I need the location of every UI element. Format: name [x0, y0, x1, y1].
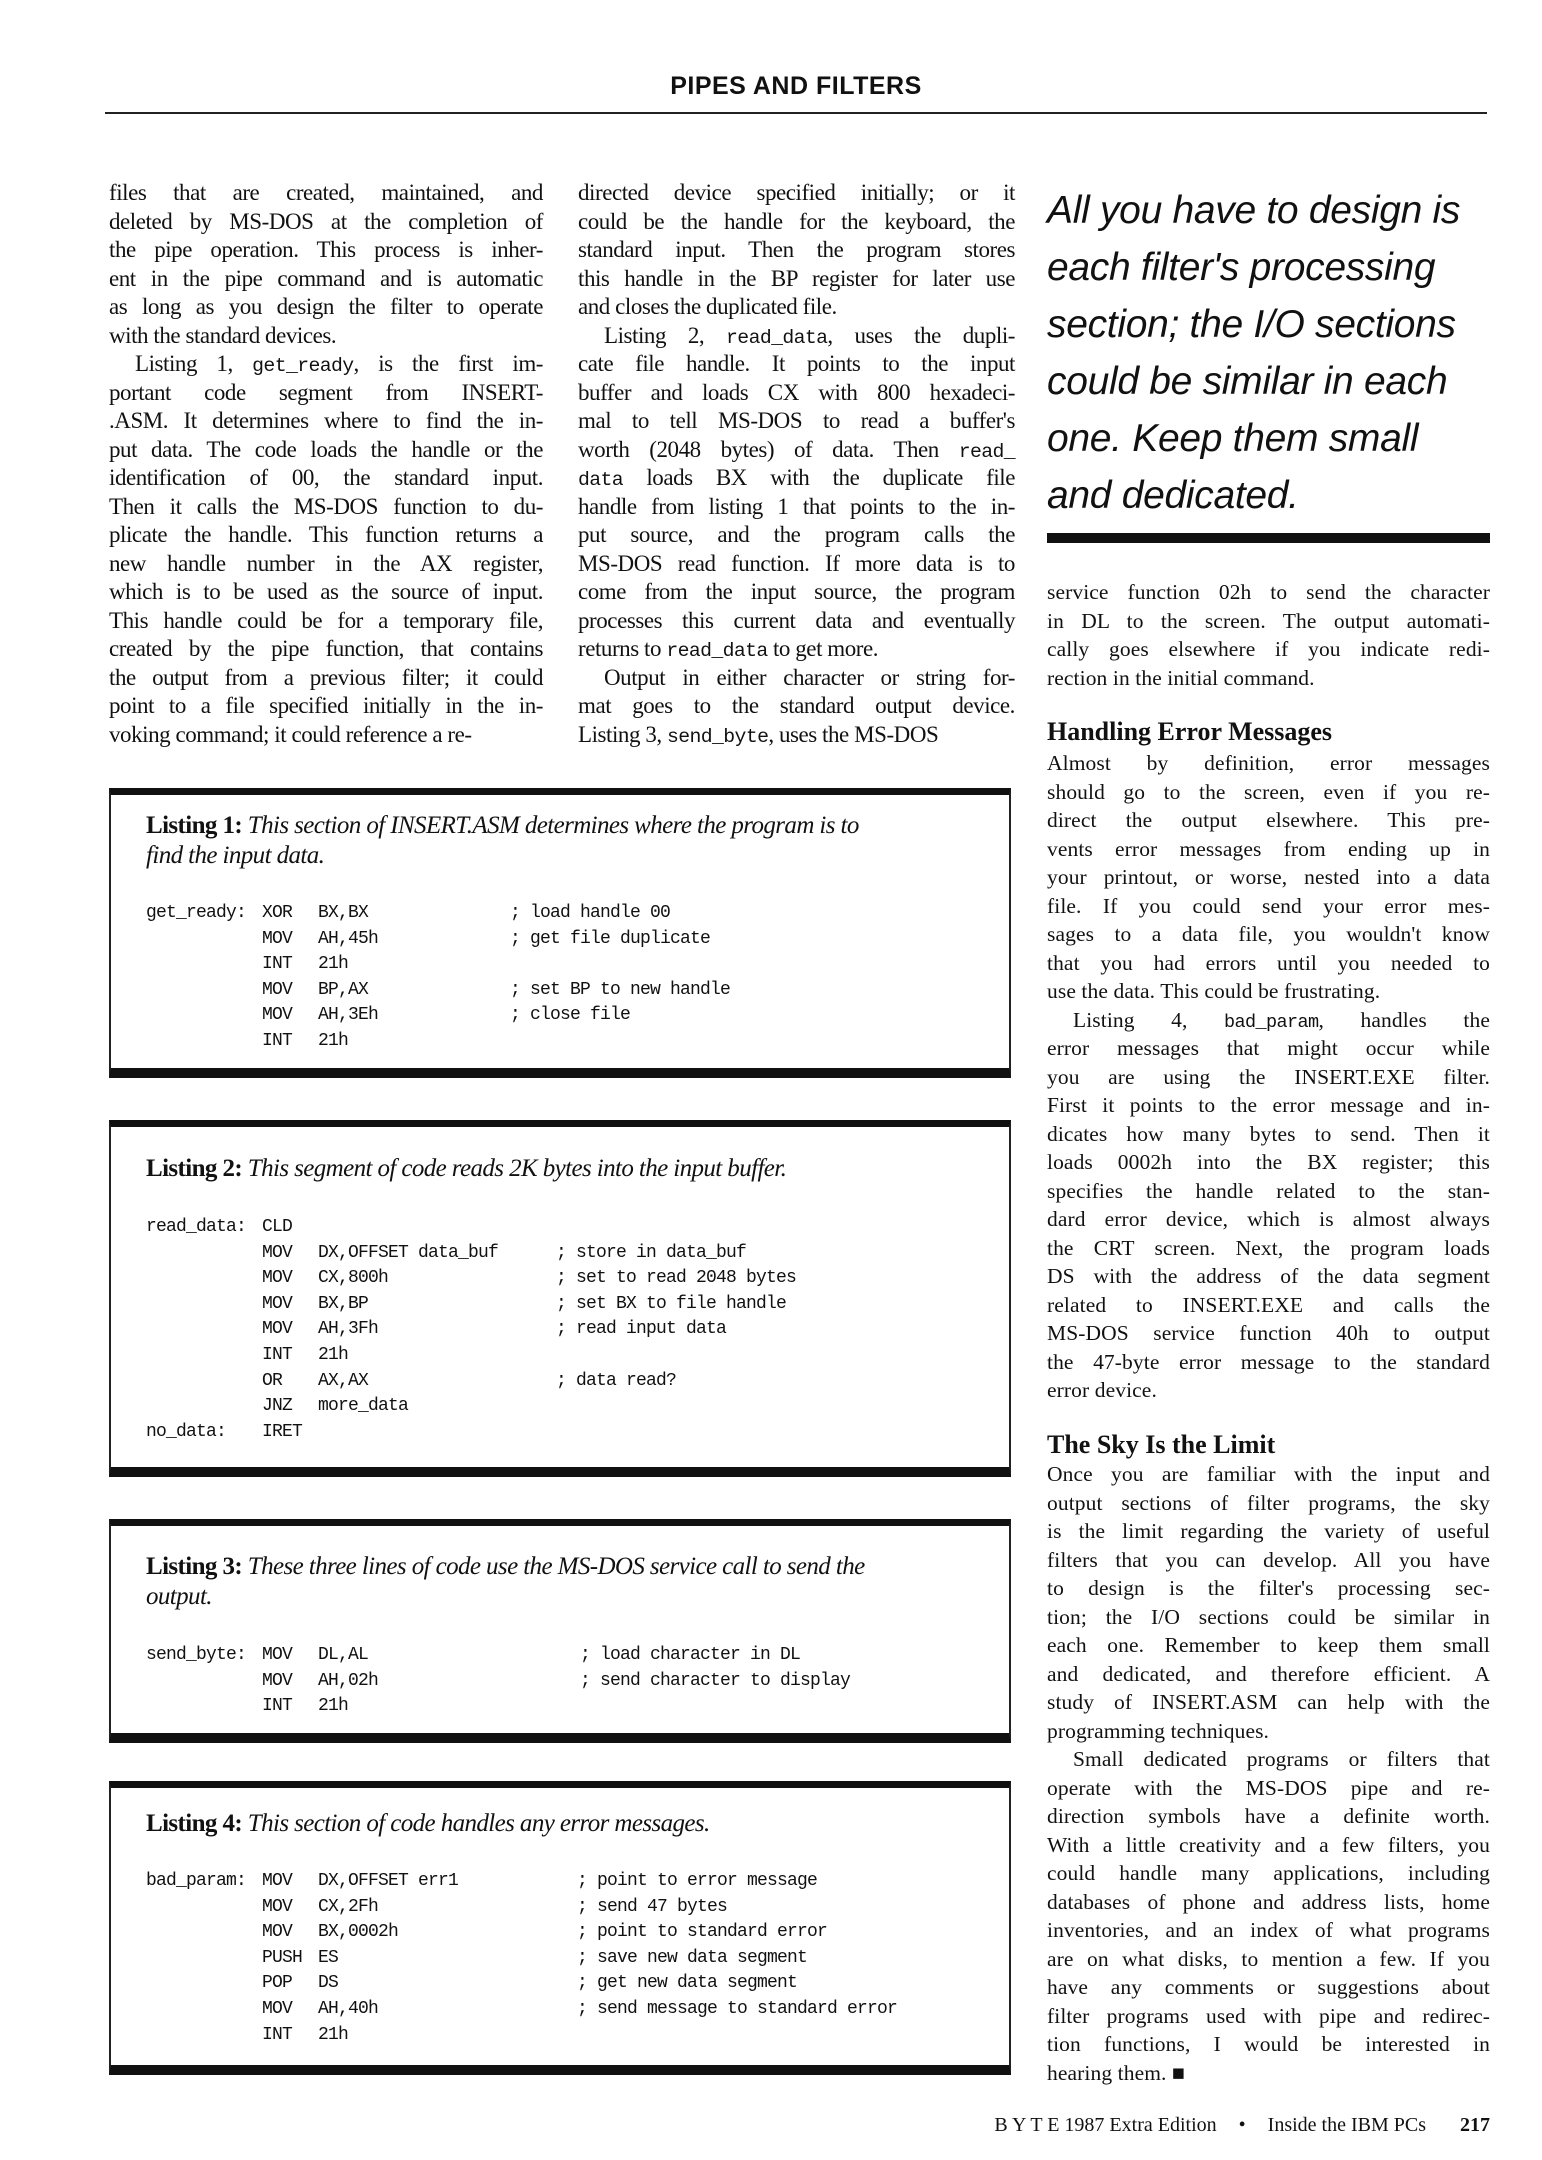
- pull-quote-line: could be similar in each: [1047, 360, 1448, 403]
- code-operand: 21h: [318, 954, 349, 975]
- inline-code: read_: [958, 440, 1015, 463]
- code-comment: ; close file: [510, 1005, 631, 1026]
- header-rule: [105, 112, 1487, 114]
- text-line: should go to the screen, even if you re-: [1047, 779, 1490, 804]
- text-line: First it points to the error message and in-: [1047, 1093, 1490, 1117]
- pull-quote-line: All you have to design is: [1047, 189, 1461, 232]
- text-line: put data. The code loads the handle or the: [109, 436, 543, 462]
- text-span: returns to: [578, 636, 667, 661]
- text-line: service function 02h to send the character: [1047, 580, 1490, 604]
- text-line: identification of 00, the standard input.: [109, 465, 543, 490]
- code-opcode: OR: [262, 1370, 283, 1391]
- code-opcode: INT: [262, 1345, 293, 1365]
- column-3-intro: [1047, 578, 1490, 692]
- text-line: new handle number in the AX register,: [109, 550, 543, 576]
- text-line: that you had errors until you needed to: [1047, 950, 1490, 975]
- code-opcode: PUSH: [262, 1947, 303, 1968]
- column-3-errors: [1047, 749, 1490, 1405]
- code-operand: AH,3Eh: [318, 1005, 379, 1026]
- text-line: put source, and the program calls the: [578, 522, 1015, 547]
- code-label: read_data:: [146, 1217, 247, 1237]
- text-line: vents error messages from ending up in: [1047, 836, 1490, 861]
- code-operand: DX,OFFSET data_buf: [318, 1242, 499, 1263]
- text-line: output sections of filter programs, the sky: [1047, 1490, 1490, 1515]
- code-opcode: MOV: [262, 1922, 293, 1943]
- text-line: each one. Remember to keep them small: [1047, 1633, 1490, 1657]
- code-comment: ; set BX to file handle: [556, 1293, 787, 1314]
- listing-4-box: [109, 1781, 1011, 2075]
- page-number: 217: [1460, 2114, 1490, 2136]
- code-operand: CX,800h: [318, 1268, 389, 1289]
- code-opcode: MOV: [262, 1242, 293, 1263]
- code-operand: CX,2Fh: [318, 1896, 379, 1917]
- code-comment: ; send message to standard error: [577, 1999, 898, 2019]
- code-operand: 21h: [318, 1031, 349, 1051]
- text-line: use the data. This could be frustrating.: [1047, 979, 1381, 1003]
- code-operand: BX,0002h: [318, 1922, 399, 1943]
- text-line: created by the pipe function, that contains: [109, 636, 543, 661]
- code-operand: AH,40h: [318, 1999, 379, 2019]
- code-comment: ; read input data: [556, 1319, 727, 1340]
- inline-code: get_ready: [252, 355, 354, 377]
- text-line: .ASM. It determines where to find the in-: [109, 408, 543, 433]
- text-line: the output from a previous filter; it could: [109, 664, 543, 690]
- text-line: Small dedicated programs or filters that: [1073, 1747, 1490, 1771]
- code-opcode: MOV: [262, 1896, 293, 1917]
- text-line: the 47-byte error message to the standard: [1047, 1349, 1490, 1374]
- code-opcode: INT: [262, 1031, 293, 1051]
- code-operand: AH,3Fh: [318, 1319, 379, 1340]
- text-line: tion functions, I would be interested in: [1047, 2032, 1490, 2056]
- listing-label: Listing 4:: [146, 1810, 243, 1837]
- code-operand: 21h: [318, 2024, 349, 2045]
- text-line: [578, 436, 1015, 465]
- text-line: you are using the INSERT.EXE filter.: [1047, 1064, 1490, 1089]
- code-comment: ; load handle 00: [510, 903, 671, 923]
- listing-caption: [146, 841, 324, 871]
- pull-quote-rule: [1047, 533, 1490, 543]
- text-span: Listing 1,: [135, 351, 253, 376]
- text-line: your printout, or worse, nested into a data: [1047, 865, 1490, 889]
- listing-caption-text: This segment of code reads 2K bytes into the input buffer.: [247, 1155, 787, 1182]
- code-comment: ; send character to display: [580, 1670, 851, 1691]
- listing-caption-text: This section of INSERT.ASM determines where the program is to: [247, 812, 859, 839]
- page-footer: [994, 2114, 1490, 2137]
- code-operand: DS: [318, 1973, 339, 1994]
- column-1: [109, 179, 543, 749]
- text-line: ent in the pipe command and is automatic: [109, 265, 543, 291]
- text-line: operate with the MS-DOS pipe and re-: [1047, 1775, 1490, 1800]
- text-line: which is to be used as the source of input.: [109, 579, 543, 604]
- text-line: Once you are familiar with the input and: [1047, 1462, 1490, 1486]
- text-line: Then it calls the MS-DOS function to du-: [109, 493, 543, 519]
- text-line: to design is the filter's processing sec-: [1047, 1576, 1490, 1600]
- section-heading-errors: Handling Error Messages: [1047, 717, 1333, 746]
- text-line: point to a file specified initially in the in-: [109, 693, 543, 718]
- listing-caption-text: This section of code handles any error messages.: [247, 1810, 710, 1837]
- text-line: standard input. Then the program stores: [578, 237, 1015, 262]
- inline-code: read_data: [726, 326, 828, 349]
- text-line: the CRT screen. Next, the program loads: [1047, 1235, 1490, 1260]
- text-line: this handle in the BP register for later use: [578, 265, 1015, 291]
- code-comment: ; set to read 2048 bytes: [556, 1268, 797, 1289]
- text-line: sages to a data file, you wouldn't know: [1047, 922, 1490, 946]
- text-line: and dedicated, and therefore efficient. A: [1047, 1661, 1490, 1686]
- code-operand: AH,45h: [318, 928, 379, 949]
- text-line: databases of phone and address lists, home: [1047, 1889, 1490, 1914]
- text-span: Listing 4,: [1073, 1007, 1225, 1032]
- text-line: filter programs used with pipe and redirec-: [1047, 2003, 1490, 2028]
- code-comment: ; point to error message: [577, 1871, 818, 1891]
- section-heading-sky: The Sky Is the Limit: [1047, 1430, 1276, 1459]
- text-line: [578, 322, 1015, 351]
- text-line: error device.: [1047, 1378, 1157, 1402]
- listing-caption-text: These three lines of code use the MS-DOS service call to send the: [247, 1553, 865, 1580]
- text-line: could be the handle for the keyboard, the: [578, 208, 1015, 234]
- text-line: error messages that might occur while: [1047, 1036, 1490, 1060]
- inline-code: bad_param: [1224, 1011, 1319, 1033]
- footer-section: Inside the IBM PCs: [1267, 2114, 1426, 2136]
- code-comment: ; data read?: [556, 1370, 677, 1391]
- code-operand: ES: [318, 1947, 339, 1968]
- code-opcode: INT: [262, 1696, 293, 1717]
- listing-label: Listing 1:: [146, 812, 243, 839]
- listing-3-box: [109, 1519, 1011, 1743]
- code-label: bad_param:: [146, 1871, 247, 1891]
- code-operand: DX,OFFSET err1: [318, 1871, 459, 1891]
- code-opcode: MOV: [262, 1871, 293, 1891]
- text-line: come from the input source, the program: [578, 579, 1015, 604]
- code-operand: more_data: [318, 1396, 409, 1417]
- code-opcode: MOV: [262, 928, 293, 949]
- text-line: cally goes elsewhere if you indicate redi-: [1047, 637, 1490, 661]
- text-line: mat goes to the standard output device.: [578, 693, 1015, 718]
- text-line: dard error device, which is almost always: [1047, 1207, 1490, 1231]
- text-line: inventories, and an index of what programs: [1047, 1918, 1490, 1942]
- code-opcode: MOV: [262, 1005, 293, 1026]
- text-span: loads BX with the duplicate file: [623, 465, 1015, 490]
- text-line: direct the output elsewhere. This pre-: [1047, 808, 1490, 832]
- running-header: PIPES AND FILTERS: [670, 72, 922, 100]
- code-operand: AH,02h: [318, 1670, 379, 1691]
- text-line: MS-DOS read function. If more data is to: [578, 550, 1015, 576]
- text-line: with the standard devices.: [109, 322, 337, 348]
- code-operand: 21h: [318, 1696, 349, 1717]
- code-operand: BP,AX: [318, 979, 369, 1000]
- text-line: filters that you can develop. All you have: [1047, 1547, 1490, 1572]
- text-line: voking command; it could reference a re-: [109, 721, 472, 747]
- text-line: rection in the initial command.: [1047, 665, 1315, 690]
- code-comment: ; save new data segment: [577, 1947, 808, 1968]
- listing-caption: [146, 1154, 786, 1184]
- listing-2-box: [109, 1120, 1011, 1477]
- text-line: [578, 721, 1015, 750]
- code-opcode: POP: [262, 1973, 293, 1994]
- text-line: [109, 350, 543, 379]
- footer-magazine: B Y T E 1987 Extra Edition: [994, 2114, 1217, 2136]
- text-line: have any comments or suggestions about: [1047, 1975, 1490, 1999]
- listing-caption: [146, 1582, 212, 1612]
- code-comment: ; get new data segment: [577, 1973, 798, 1994]
- text-line: the pipe operation. This process is inher-: [109, 237, 543, 262]
- code-opcode: INT: [262, 954, 293, 975]
- inline-code: send_byte: [666, 725, 769, 748]
- text-line: mal to tell MS-DOS to read a buffer's: [578, 408, 1015, 433]
- listing-1-box: [109, 788, 1011, 1078]
- text-line: dicates how many bytes to send. Then it: [1047, 1121, 1490, 1146]
- text-line: are on what disks, to mention a few. If you: [1047, 1946, 1490, 1971]
- code-opcode: CLD: [262, 1217, 293, 1237]
- text-line: handle from listing 1 that points to the in-: [578, 493, 1015, 519]
- code-operand: BX,BP: [318, 1293, 369, 1314]
- text-line: cate file handle. It points to the input: [578, 351, 1015, 376]
- code-opcode: MOV: [262, 1999, 293, 2019]
- listing-caption: [146, 811, 859, 841]
- text-line: files that are created, maintained, and: [109, 180, 543, 205]
- text-line: plicate the handle. This function returns a: [109, 522, 543, 547]
- text-line: specifies the handle related to the stan-: [1047, 1178, 1490, 1203]
- text-line: hearing them. ■: [1047, 2060, 1186, 2085]
- code-opcode: MOV: [262, 1645, 293, 1665]
- listing-caption-text: output.: [146, 1583, 212, 1610]
- text-line: tion; the I/O sections could be similar in: [1047, 1604, 1490, 1629]
- listing-caption-text: find the input data.: [146, 842, 325, 869]
- column-2: [578, 179, 1015, 749]
- text-span: Listing 3,: [578, 721, 667, 747]
- code-opcode: MOV: [262, 1670, 293, 1691]
- text-line: study of INSERT.ASM can help with the: [1047, 1690, 1490, 1714]
- column-3-sky: [1047, 1460, 1490, 2087]
- text-line: in DL to the screen. The output automati-: [1047, 608, 1490, 633]
- listing-caption: [146, 1809, 710, 1839]
- code-opcode: MOV: [262, 1293, 293, 1314]
- pull-quote: [1047, 182, 1497, 524]
- text-line: related to INSERT.EXE and calls the: [1047, 1292, 1490, 1317]
- text-span: worth (2048 bytes) of data. Then: [578, 436, 959, 462]
- text-line: DS with the address of the data segment: [1047, 1264, 1490, 1288]
- code-comment: ; send 47 bytes: [577, 1896, 728, 1917]
- inline-code: data: [578, 469, 624, 491]
- code-opcode: MOV: [262, 1268, 293, 1289]
- code-operand: 21h: [318, 1345, 349, 1365]
- text-line: [578, 635, 1015, 664]
- text-span: , uses the MS-DOS: [768, 721, 939, 747]
- text-line: loads 0002h into the BX register; this: [1047, 1150, 1490, 1174]
- text-line: This handle could be for a temporary file,: [109, 607, 543, 633]
- code-opcode: IRET: [262, 1421, 303, 1442]
- text-line: directed device specified initially; or it: [578, 180, 1015, 205]
- code-comment: ; load character in DL: [580, 1645, 801, 1665]
- text-line: portant code segment from INSERT-: [109, 379, 543, 405]
- pull-quote-line: and dedicated.: [1047, 474, 1299, 517]
- text-line: [1047, 1006, 1490, 1035]
- inline-code: read_data: [666, 640, 768, 662]
- footer-bullet: •: [1238, 2114, 1246, 2136]
- text-line: [578, 464, 1015, 493]
- listing-label: Listing 3:: [146, 1553, 243, 1580]
- code-opcode: MOV: [262, 1319, 293, 1340]
- text-line: is the limit regarding the variety of useful: [1047, 1519, 1490, 1543]
- text-line: file. If you could send your error mes-: [1047, 893, 1490, 918]
- code-operand: BX,BX: [318, 903, 369, 923]
- code-opcode: XOR: [262, 903, 293, 923]
- listing-label: Listing 2:: [146, 1155, 243, 1182]
- text-span: to get more.: [767, 636, 879, 661]
- code-comment: ; store in data_buf: [556, 1242, 747, 1263]
- text-span: , handles the: [1318, 1007, 1490, 1032]
- pull-quote-line: section; the I/O sections: [1047, 303, 1456, 346]
- text-line: Almost by definition, error messages: [1047, 751, 1490, 775]
- text-line: and closes the duplicated file.: [578, 294, 837, 319]
- text-span: , uses the dupli-: [827, 322, 1015, 348]
- code-label: send_byte:: [146, 1645, 247, 1665]
- code-opcode: MOV: [262, 979, 293, 1000]
- text-line: deleted by MS-DOS at the completion of: [109, 208, 543, 234]
- code-opcode: JNZ: [262, 1396, 293, 1417]
- code-label: no_data:: [146, 1421, 227, 1442]
- code-comment: ; point to standard error: [577, 1922, 828, 1943]
- text-line: With a little creativity and a few filters, you: [1047, 1832, 1490, 1857]
- text-line: MS-DOS service function 40h to output: [1047, 1321, 1490, 1345]
- text-line: Output in either character or string for-: [604, 664, 1015, 690]
- text-line: could handle many applications, including: [1047, 1861, 1490, 1885]
- pull-quote-line: one. Keep them small: [1047, 417, 1419, 460]
- pull-quote-line: each filter's processing: [1047, 246, 1436, 289]
- text-line: buffer and loads CX with 800 hexadeci-: [578, 379, 1015, 405]
- code-comment: ; set BP to new handle: [510, 979, 731, 1000]
- code-opcode: INT: [262, 2024, 293, 2045]
- text-span: Listing 2,: [604, 322, 727, 348]
- text-span: , is the first im-: [353, 351, 543, 376]
- text-line: as long as you design the filter to operate: [109, 294, 543, 319]
- code-operand: AX,AX: [318, 1370, 369, 1391]
- text-line: direction symbols have a definite worth.: [1047, 1804, 1490, 1828]
- code-label: get_ready:: [146, 903, 247, 923]
- listing-caption: [146, 1552, 865, 1582]
- text-line: processes this current data and eventually: [578, 607, 1015, 633]
- code-operand: DL,AL: [318, 1645, 369, 1665]
- text-line: programming techniques.: [1047, 1718, 1270, 1743]
- code-comment: ; get file duplicate: [510, 928, 711, 949]
